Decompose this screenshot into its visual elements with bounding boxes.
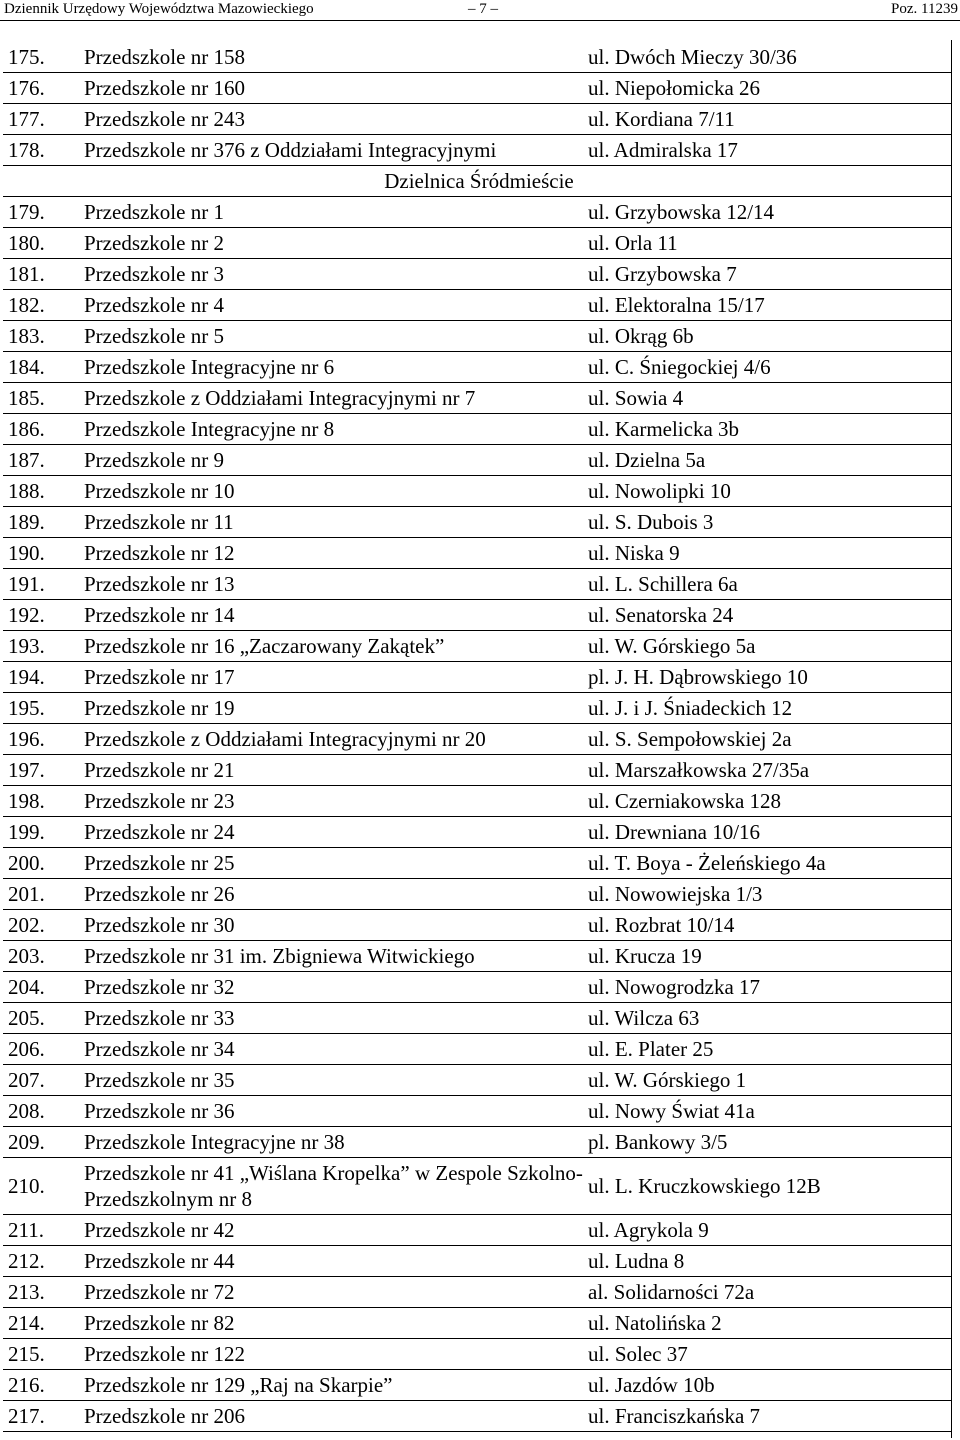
row-number: 203.	[3, 941, 80, 972]
kindergarten-name: Przedszkole nr 13	[80, 569, 584, 600]
kindergarten-address: ul. Dzielna 5a	[584, 445, 952, 476]
kindergarten-name: Przedszkole nr 31 im. Zbigniewa Witwickiego	[80, 941, 584, 972]
kindergarten-name: Przedszkole nr 129 „Raj na Skarpie”	[80, 1370, 584, 1401]
table-row	[3, 1246, 952, 1277]
kindergarten-address: pl. Bankowy 3/5	[584, 1127, 952, 1158]
row-number: 186.	[3, 414, 80, 445]
table-row	[3, 910, 952, 941]
row-number: 206.	[3, 1034, 80, 1065]
kindergarten-address: ul. Solec 37	[584, 1339, 952, 1370]
table-row	[3, 693, 952, 724]
kindergarten-name: Przedszkole nr 35	[80, 1065, 584, 1096]
kindergarten-name: Przedszkole nr 41 „Wiślana Kropelka” w Zespole Szkolno-Przedszkolnym nr 8	[80, 1158, 584, 1215]
table-row	[3, 1096, 952, 1127]
row-number: 187.	[3, 445, 80, 476]
row-number: 177.	[3, 104, 80, 135]
page-header	[0, 0, 960, 21]
kindergarten-address: ul. Krucza 19	[584, 941, 952, 972]
kindergarten-address: ul. Marszałkowska 27/35a	[584, 755, 952, 786]
row-number: 189.	[3, 507, 80, 538]
kindergarten-address: ul. Karmelicka 3b	[584, 414, 952, 445]
kindergarten-name: Przedszkole nr 42	[80, 1215, 584, 1246]
kindergarten-name: Przedszkole nr 1	[80, 197, 584, 228]
row-number: 175.	[3, 42, 80, 73]
kindergarten-name: Przedszkole nr 3	[80, 259, 584, 290]
row-number: 188.	[3, 476, 80, 507]
row-number: 213.	[3, 1277, 80, 1308]
row-number: 204.	[3, 972, 80, 1003]
table-row	[3, 879, 952, 910]
kindergarten-address: ul. Sowia 4	[584, 383, 952, 414]
table-row	[3, 1277, 952, 1308]
table-row	[3, 724, 952, 755]
kindergarten-name: Przedszkole z Oddziałami Integracyjnymi nr 20	[80, 724, 584, 755]
kindergarten-name: Przedszkole nr 17	[80, 662, 584, 693]
table-row	[3, 445, 952, 476]
kindergarten-name: Przedszkole nr 160	[80, 73, 584, 104]
kindergarten-address: ul. Czerniakowska 128	[584, 786, 952, 817]
kindergarten-name: Przedszkole nr 33	[80, 1003, 584, 1034]
row-number: 191.	[3, 569, 80, 600]
row-number: 178.	[3, 135, 80, 166]
kindergarten-name: Przedszkole Integracyjne nr 8	[80, 414, 584, 445]
kindergarten-address: ul. Wilcza 63	[584, 1003, 952, 1034]
row-number: 201.	[3, 879, 80, 910]
kindergarten-address: ul. Agrykola 9	[584, 1215, 952, 1246]
kindergarten-address: ul. W. Górskiego 5a	[584, 631, 952, 662]
kindergarten-address: al. Solidarności 72a	[584, 1277, 952, 1308]
row-number: 193.	[3, 631, 80, 662]
table-row	[3, 1127, 952, 1158]
kindergarten-name: Przedszkole nr 25	[80, 848, 584, 879]
row-number: 208.	[3, 1096, 80, 1127]
kindergarten-address: ul. S. Dubois 3	[584, 507, 952, 538]
row-number: 190.	[3, 538, 80, 569]
table-row	[3, 941, 952, 972]
row-number: 217.	[3, 1401, 80, 1432]
row-number: 183.	[3, 321, 80, 352]
kindergarten-address: ul. Okrąg 6b	[584, 321, 952, 352]
kindergarten-address: ul. C. Śniegockiej 4/6	[584, 352, 952, 383]
table-row	[3, 1401, 952, 1432]
kindergarten-address: ul. Grzybowska 7	[584, 259, 952, 290]
row-number: 195.	[3, 693, 80, 724]
kindergarten-address: ul. Rozbrat 10/14	[584, 910, 952, 941]
table-row	[3, 321, 952, 352]
table-row	[3, 228, 952, 259]
row-number: 209.	[3, 1127, 80, 1158]
kindergarten-address: ul. Elektoralna 15/17	[584, 290, 952, 321]
kindergarten-name: Przedszkole z Oddziałami Integracyjnymi nr 7	[80, 383, 584, 414]
table-row	[3, 1308, 952, 1339]
table-row	[3, 1065, 952, 1096]
row-number: 211.	[3, 1215, 80, 1246]
table-row	[3, 135, 952, 166]
kindergarten-address: ul. L. Schillera 6a	[584, 569, 952, 600]
page-number: – 7 –	[468, 1, 498, 17]
kindergarten-name: Przedszkole nr 206	[80, 1401, 584, 1432]
row-number: 182.	[3, 290, 80, 321]
kindergarten-list-body	[3, 42, 952, 1432]
row-number: 202.	[3, 910, 80, 941]
kindergarten-address: ul. Senatorska 24	[584, 600, 952, 631]
kindergarten-address: ul. Jazdów 10b	[584, 1370, 952, 1401]
table-row	[3, 662, 952, 693]
kindergarten-address: ul. Natolińska 2	[584, 1308, 952, 1339]
row-number: 215.	[3, 1339, 80, 1370]
row-number: 185.	[3, 383, 80, 414]
row-number: 194.	[3, 662, 80, 693]
kindergarten-address: ul. Niska 9	[584, 538, 952, 569]
table-row	[3, 73, 952, 104]
kindergarten-name: Przedszkole nr 16 „Zaczarowany Zakątek”	[80, 631, 584, 662]
row-number: 214.	[3, 1308, 80, 1339]
table-row	[3, 42, 952, 73]
kindergarten-address: ul. Franciszkańska 7	[584, 1401, 952, 1432]
table-row	[3, 1003, 952, 1034]
kindergarten-name: Przedszkole Integracyjne nr 6	[80, 352, 584, 383]
kindergarten-address: ul. Dwóch Mieczy 30/36	[584, 42, 952, 73]
table-row	[3, 197, 952, 228]
table-row	[3, 972, 952, 1003]
journal-title: Dziennik Urzędowy Województwa Mazowieckiego	[4, 1, 314, 17]
row-number: 181.	[3, 259, 80, 290]
kindergarten-address: ul. Niepołomicka 26	[584, 73, 952, 104]
district-heading: Dzielnica Śródmieście	[3, 166, 952, 197]
table-row	[3, 569, 952, 600]
kindergarten-name: Przedszkole nr 9	[80, 445, 584, 476]
table-row	[3, 631, 952, 662]
row-number: 176.	[3, 73, 80, 104]
kindergarten-name: Przedszkole nr 23	[80, 786, 584, 817]
kindergarten-name: Przedszkole nr 26	[80, 879, 584, 910]
kindergarten-name: Przedszkole nr 376 z Oddziałami Integracyjnymi	[80, 135, 584, 166]
kindergarten-name: Przedszkole nr 10	[80, 476, 584, 507]
kindergarten-address: ul. E. Plater 25	[584, 1034, 952, 1065]
row-number: 210.	[3, 1158, 80, 1215]
row-number: 184.	[3, 352, 80, 383]
table-row	[3, 1370, 952, 1401]
table-row	[3, 507, 952, 538]
table-row	[3, 1215, 952, 1246]
kindergarten-name: Przedszkole nr 32	[80, 972, 584, 1003]
kindergarten-name: Przedszkole nr 19	[80, 693, 584, 724]
kindergarten-name: Przedszkole nr 44	[80, 1246, 584, 1277]
row-number: 199.	[3, 817, 80, 848]
table-row	[3, 848, 952, 879]
kindergarten-name: Przedszkole nr 34	[80, 1034, 584, 1065]
table-row	[3, 1158, 952, 1215]
kindergarten-address: ul. Nowowiejska 1/3	[584, 879, 952, 910]
kindergarten-address: ul. Orla 11	[584, 228, 952, 259]
table-row	[3, 817, 952, 848]
row-number: 192.	[3, 600, 80, 631]
kindergarten-list-table	[3, 42, 952, 1432]
kindergarten-address: ul. Admiralska 17	[584, 135, 952, 166]
kindergarten-name: Przedszkole nr 36	[80, 1096, 584, 1127]
kindergarten-name: Przedszkole nr 12	[80, 538, 584, 569]
kindergarten-name: Przedszkole nr 4	[80, 290, 584, 321]
kindergarten-address: ul. T. Boya - Żeleńskiego 4a	[584, 848, 952, 879]
kindergarten-name: Przedszkole nr 14	[80, 600, 584, 631]
kindergarten-address: ul. Grzybowska 12/14	[584, 197, 952, 228]
kindergarten-name: Przedszkole nr 122	[80, 1339, 584, 1370]
table-row	[3, 104, 952, 135]
table-row	[3, 383, 952, 414]
table-row	[3, 755, 952, 786]
kindergarten-name: Przedszkole nr 72	[80, 1277, 584, 1308]
kindergarten-address: ul. L. Kruczkowskiego 12B	[584, 1158, 952, 1215]
kindergarten-address: ul. Nowolipki 10	[584, 476, 952, 507]
table-row	[3, 414, 952, 445]
table-row	[3, 538, 952, 569]
position-number: Poz. 11239	[891, 1, 958, 17]
row-number: 197.	[3, 755, 80, 786]
kindergarten-address: ul. Drewniana 10/16	[584, 817, 952, 848]
row-number: 200.	[3, 848, 80, 879]
table-row	[3, 1034, 952, 1065]
row-number: 216.	[3, 1370, 80, 1401]
kindergarten-name: Przedszkole nr 5	[80, 321, 584, 352]
kindergarten-name: Przedszkole nr 158	[80, 42, 584, 73]
kindergarten-address: ul. W. Górskiego 1	[584, 1065, 952, 1096]
row-number: 207.	[3, 1065, 80, 1096]
kindergarten-address: ul. Ludna 8	[584, 1246, 952, 1277]
row-number: 196.	[3, 724, 80, 755]
kindergarten-address: ul. S. Sempołowskiej 2a	[584, 724, 952, 755]
row-number: 179.	[3, 197, 80, 228]
kindergarten-name: Przedszkole nr 24	[80, 817, 584, 848]
kindergarten-address: ul. Kordiana 7/11	[584, 104, 952, 135]
table-row	[3, 259, 952, 290]
table-row	[3, 600, 952, 631]
row-number: 212.	[3, 1246, 80, 1277]
kindergarten-address: ul. Nowy Świat 41a	[584, 1096, 952, 1127]
kindergarten-name: Przedszkole nr 82	[80, 1308, 584, 1339]
table-row	[3, 352, 952, 383]
table-row	[3, 1339, 952, 1370]
district-heading-row	[3, 166, 952, 197]
row-number: 180.	[3, 228, 80, 259]
kindergarten-address: ul. J. i J. Śniadeckich 12	[584, 693, 952, 724]
row-number: 205.	[3, 1003, 80, 1034]
table-row	[3, 476, 952, 507]
kindergarten-address: pl. J. H. Dąbrowskiego 10	[584, 662, 952, 693]
kindergarten-address: ul. Nowogrodzka 17	[584, 972, 952, 1003]
kindergarten-name: Przedszkole Integracyjne nr 38	[80, 1127, 584, 1158]
kindergarten-name: Przedszkole nr 11	[80, 507, 584, 538]
kindergarten-name: Przedszkole nr 21	[80, 755, 584, 786]
row-number: 198.	[3, 786, 80, 817]
table-row	[3, 786, 952, 817]
kindergarten-name: Przedszkole nr 2	[80, 228, 584, 259]
kindergarten-name: Przedszkole nr 30	[80, 910, 584, 941]
table-row	[3, 290, 952, 321]
kindergarten-name: Przedszkole nr 243	[80, 104, 584, 135]
